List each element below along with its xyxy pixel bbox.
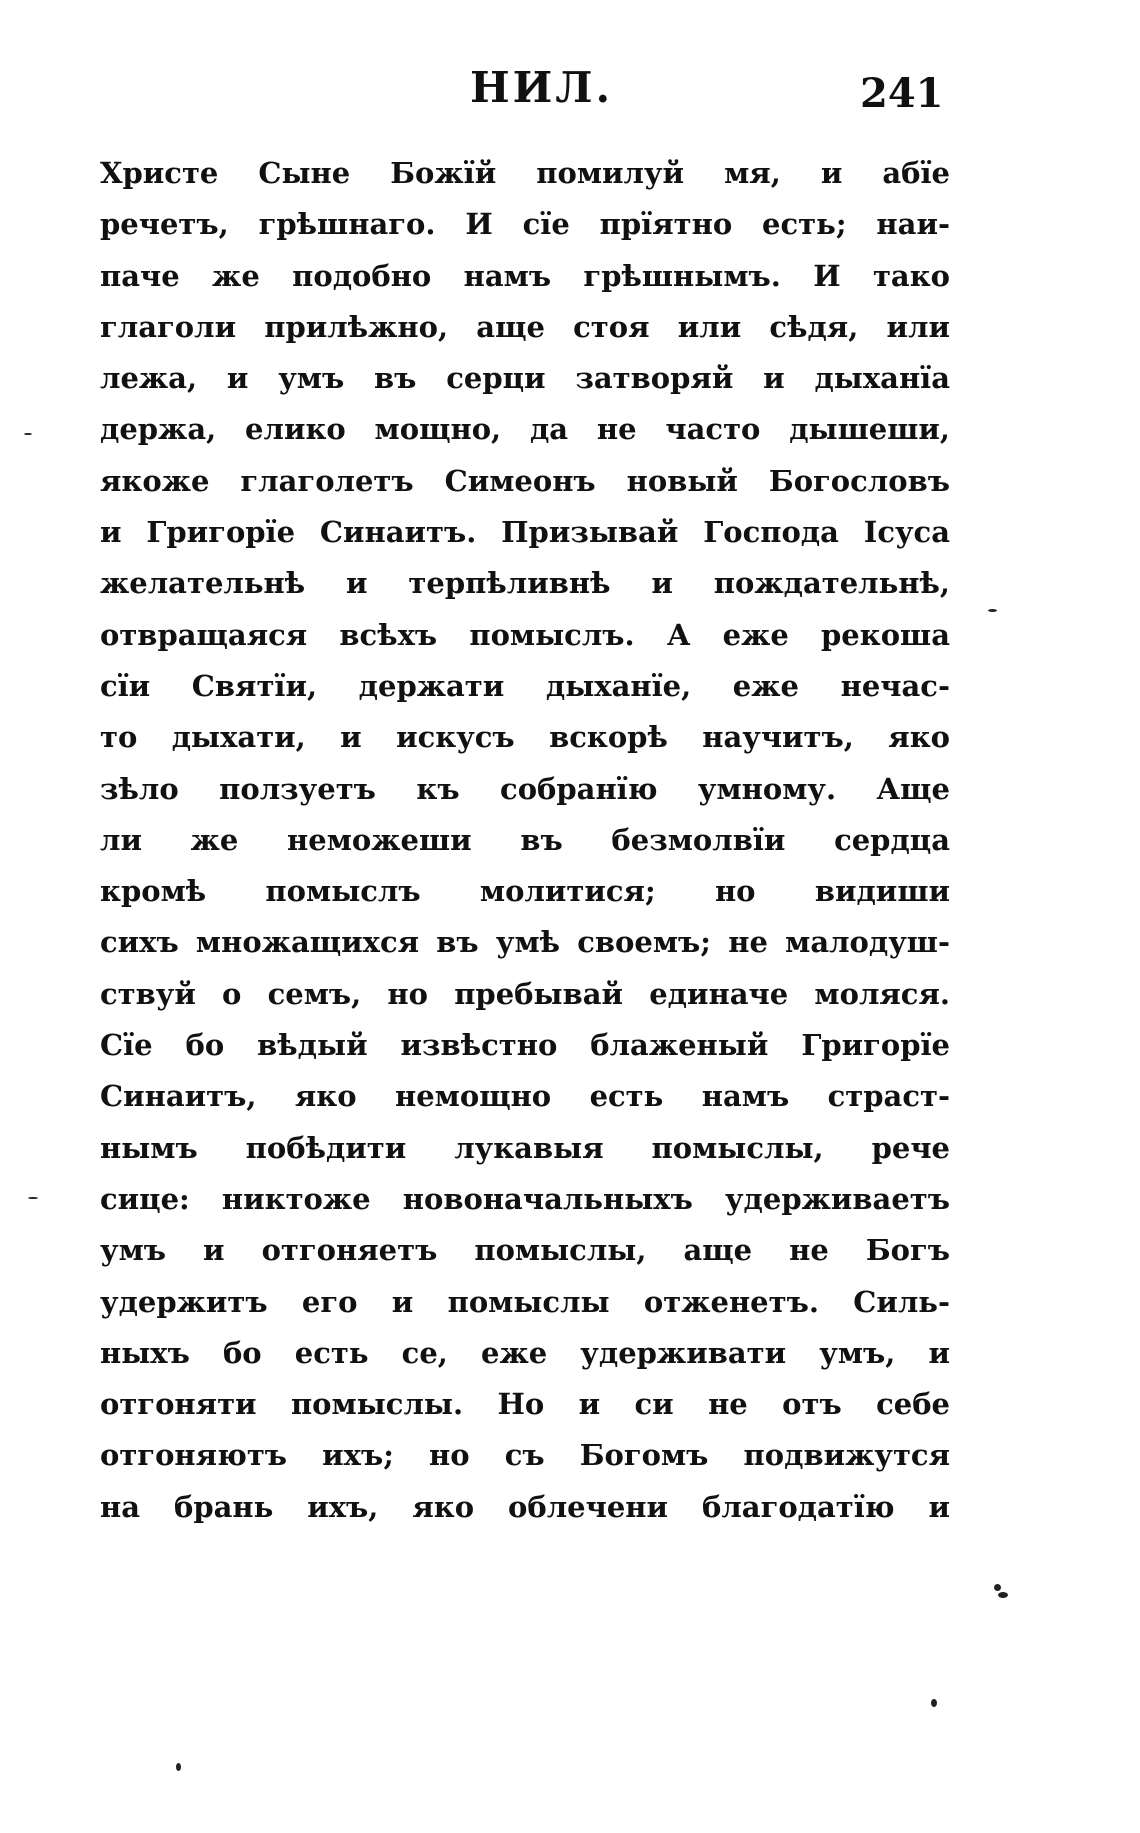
text-line: желательнѣ и терпѣливнѣ и пождательнѣ, [100,566,950,601]
running-head [0,58,1140,118]
text-line: отгоняти помыслы. Но и си не отъ себе [100,1387,950,1422]
text-line: умъ и отгоняетъ помыслы, аще не Богъ [100,1233,950,1268]
scan-speck [988,609,997,612]
text-line: отвращаяся всѣхъ помыслъ. А еже рекоша [100,617,950,652]
text-line: лежа, и умъ въ серци затворяй и дыханїа [100,361,950,396]
text-line: сїи Святїи, держати дыханїе, еже нечас- [100,668,950,703]
text-line: паче же подобно намъ грѣшнымъ. И тако [100,258,950,293]
scan-speck [931,1699,937,1707]
text-line: речетъ, грѣшнаго. И сїе прїятно есть; наи- [100,207,950,242]
text-line: Христе Сыне Божїй помилуй мя, и абїе [100,156,950,190]
text-line: отгоняютъ ихъ; но съ Богомъ подвижутся [100,1438,950,1473]
scan-speck [24,433,32,435]
text-line: ныхъ бо есть се, еже удерживати умъ, и [100,1335,950,1370]
text-line: удержитъ его и помыслы отженетъ. Силь- [100,1284,950,1319]
scan-speck [998,1592,1008,1598]
text-line: ствуй о семъ, но пребывай единаче моляся. [100,976,950,1011]
body-text [100,148,950,1533]
scan-speck [994,1584,1001,1591]
text-line: ли же неможеши въ безмолвїи сердца [100,822,950,857]
text-line: то дыхати, и искусъ вскорѣ научитъ, яко [100,720,950,755]
scan-speck [176,1763,181,1771]
text-line: сихъ множащихся въ умѣ своемъ; не малодуш- [100,925,950,960]
text-line: Сїе бо вѣдый извѣстно блаженый Григорїе [100,1028,950,1063]
text-line: держа, елико мощно, да не часто дышеши, [100,412,950,447]
text-line: кромѣ помыслъ молитися; но видиши [100,874,950,909]
text-line: Синаитъ, яко немощно есть намъ страст- [100,1079,950,1114]
text-line: и Григорїе Синаитъ. Призывай Господа Iсуса [100,515,950,550]
text-line: якоже глаголетъ Симеонъ новый Богословъ [100,463,950,498]
text-line: сице: никтоже новоначальныхъ удерживаетъ [100,1181,950,1216]
text-line: на брань ихъ, яко облечени благодатїю и [100,1489,950,1524]
text-line: зѣло ползуетъ къ собранїю умному. Аще [100,771,950,806]
page-number: 241 [860,70,944,117]
text-line: нымъ побѣдити лукавыя помыслы, рече [100,1130,950,1165]
running-title: НИЛ. [470,63,614,112]
text-line: глаголи прилѣжно, аще стоя или сѣдя, или [100,309,950,344]
scan-speck [28,1197,38,1199]
